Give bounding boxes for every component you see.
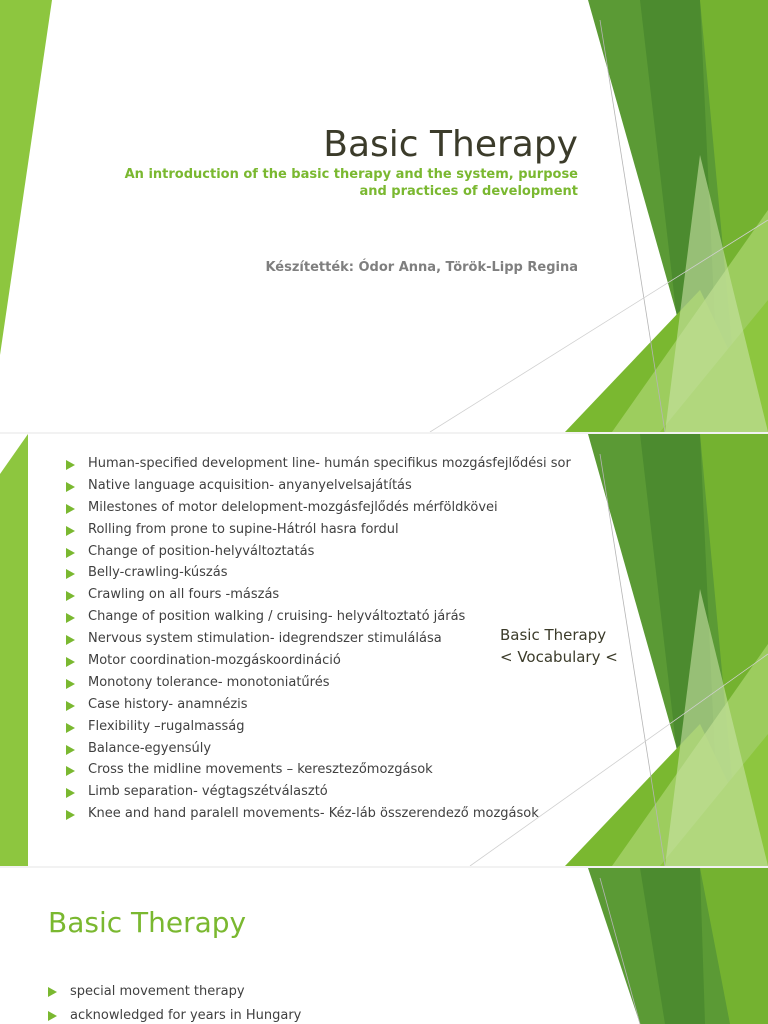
bullet-arrow-icon (66, 788, 75, 798)
list-item-text: Nervous system stimulation- idegrendszer stimulálása (88, 631, 442, 647)
list-item-text: special movement therapy (70, 984, 245, 999)
bullet-arrow-icon (66, 723, 75, 733)
list-item (66, 652, 571, 674)
list-item (66, 696, 571, 718)
list-item-text: Rolling from prone to supine-Hátról hasra fordul (88, 521, 399, 537)
list-item (66, 630, 571, 652)
list-item (66, 674, 571, 696)
vocabulary-list (66, 455, 571, 827)
vocabulary-slide (0, 434, 768, 866)
list-item-text: Balance-egyensúly (88, 740, 212, 756)
side-title-line1: Basic Therapy (500, 626, 607, 644)
list-item-text: Limb separation- végtagszétválasztó (88, 784, 328, 800)
list-item (66, 608, 571, 630)
list-item (48, 982, 301, 1006)
content-slide (0, 868, 768, 1024)
bullet-arrow-icon (66, 613, 75, 623)
bullet-arrow-icon (66, 810, 75, 820)
list-item (66, 477, 571, 499)
list-item-text: Cross the midline movements – keresztezőmozgások (88, 762, 433, 778)
list-item-text: Knee and hand paralell movements- Kéz-láb összerendező mozgások (88, 806, 539, 822)
bullet-arrow-icon (66, 482, 75, 492)
list-item-text: Motor coordination-mozgáskoordináció (88, 653, 341, 669)
list-item (66, 805, 571, 827)
slide-title: Basic Therapy (323, 124, 578, 165)
side-title-line2: < Vocabulary < (500, 648, 618, 666)
list-item (66, 783, 571, 805)
list-item-text: Change of position walking / cruising- helyváltoztató járás (88, 609, 466, 625)
list-item-text: Native language acquisition- anyanyelvelsajátítás (88, 477, 412, 493)
bullet-arrow-icon (66, 460, 75, 470)
bullet-arrow-icon (66, 679, 75, 689)
list-item (66, 521, 571, 543)
bullet-arrow-icon (66, 504, 75, 514)
title-slide (0, 0, 768, 432)
list-item (66, 718, 571, 740)
list-item-text: Milestones of motor delelopment-mozgásfejlődés mérföldkövei (88, 499, 498, 515)
list-item-text: Monotony tolerance- monotoniatűrés (88, 674, 330, 690)
list-item-text: Crawling on all fours -mászás (88, 587, 280, 603)
bullet-arrow-icon (66, 548, 75, 558)
list-item-text: Human-specified development line- humán specifikus mozgásfejlődési sor (88, 456, 571, 471)
bullet-arrow-icon (66, 526, 75, 536)
list-item (66, 761, 571, 783)
list-item (66, 586, 571, 608)
bullet-arrow-icon (66, 766, 75, 776)
list-item-text: Flexibility –rugalmasság (88, 718, 245, 734)
list-item (66, 543, 571, 565)
bullet-arrow-icon (48, 987, 57, 997)
bullet-arrow-icon (66, 635, 75, 645)
list-item-text: Belly-crawling-kúszás (88, 565, 228, 581)
bullet-list (48, 982, 301, 1024)
bullet-arrow-icon (66, 591, 75, 601)
list-item (48, 1006, 301, 1024)
list-item-text: Change of position-helyváltoztatás (88, 543, 315, 559)
list-item (66, 499, 571, 521)
bullet-arrow-icon (66, 745, 75, 755)
vocabulary-side-title (500, 624, 618, 668)
list-item-text: acknowledged for years in Hungary (70, 1008, 302, 1023)
list-item (66, 455, 571, 477)
bullet-arrow-icon (48, 1011, 57, 1021)
bullet-arrow-icon (66, 657, 75, 667)
slide-subtitle: An introduction of the basic therapy and the system, purpose and practices of development (124, 167, 578, 199)
slide-title: Basic Therapy (48, 906, 247, 939)
bullet-arrow-icon (66, 701, 75, 711)
authors-line: Készítették: Ódor Anna, Török-Lipp Regina (265, 260, 578, 275)
list-item-text: Case history- anamnézis (88, 696, 248, 712)
green-triangle-decoration (0, 0, 768, 432)
bullet-arrow-icon (66, 569, 75, 579)
list-item (66, 564, 571, 586)
list-item (66, 740, 571, 762)
